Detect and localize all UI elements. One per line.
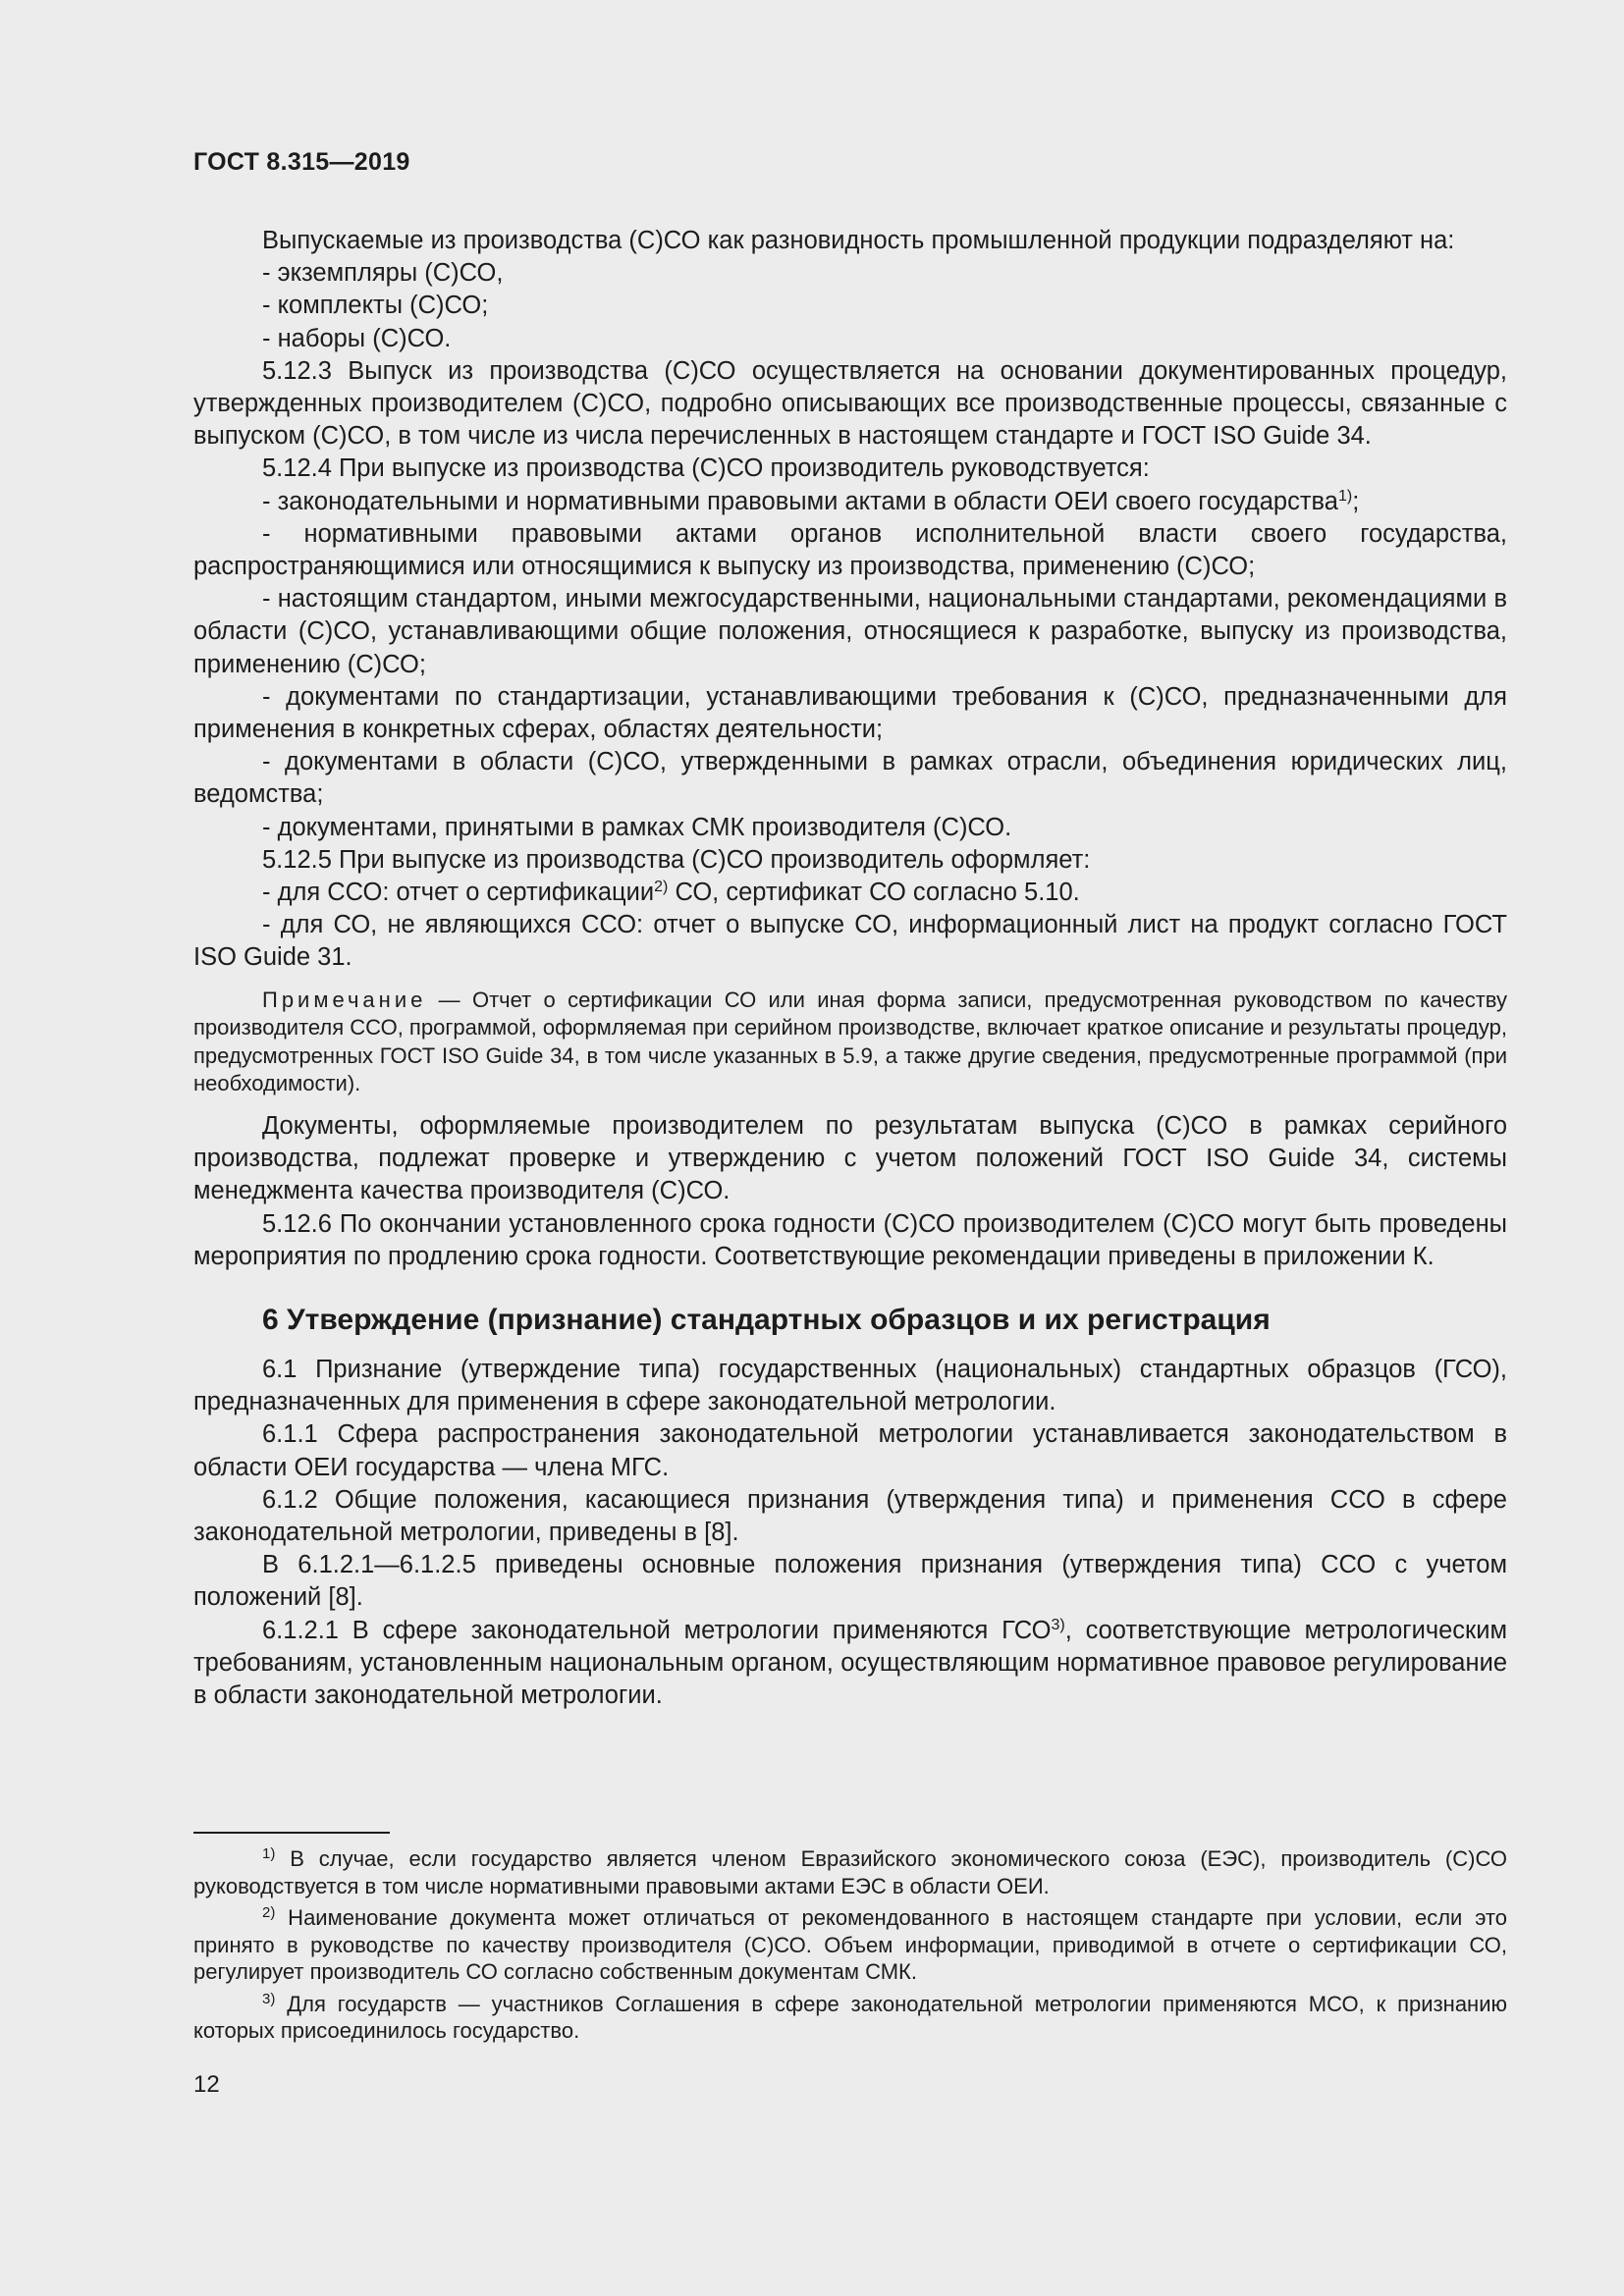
- list-item: - комплекты (С)СО;: [262, 292, 489, 320]
- section-heading: 6 Утверждение (признание) стандартных образцов и их регистрация: [262, 1304, 1271, 1337]
- page-number: 12: [193, 2071, 220, 2098]
- list-item: - для ССО: отчет о сертификации$^{2)}$ СО, сертификат СО согласно 5.10.: [262, 879, 1080, 907]
- list-item: - настоящим стандартом, иными межгосударственными, национальными стандартами, рекомендациями в области (С)СО, устанавливающими общие положения, относящиеся к разработке, выпуску из производства, применению (С)СО;: [193, 585, 1507, 678]
- footnote-ref: 1): [1337, 487, 1353, 505]
- footnote: $^{3)}$ Для государств — участников Соглашения в сфере законодательной метрологии применяются МСО, к признанию которых присоединилось государство.: [193, 1990, 1507, 2043]
- footnotes: [193, 1845, 1507, 2050]
- list-item: - документами, принятыми в рамках СМК производителя (С)СО.: [262, 813, 1012, 841]
- footnote: $^{2)}$ Наименование документа может отличаться от рекомендованного в настоящем стандарте при условии, если это принято в руководстве по качеству производителя (С)СО. Объем информации, приводимой в отчете о сертификации СО, регулирует производитель СО согласно собственным документам СМК.: [193, 1904, 1507, 1984]
- document-header: ГОСТ 8.315—2019: [193, 148, 410, 176]
- list-item: - для СО, не являющихся ССО: отчет о выпуске СО, информационный лист на продукт согласно ГОСТ ISO Guide 31.: [193, 911, 1507, 972]
- clause-5-12-5: 5.12.5 При выпуске из производства (С)СО производитель оформляет:: [262, 845, 1091, 874]
- clause-6-1-2: 6.1.2 Общие положения, касающиеся признания (утверждения типа) и применения ССО в сфере законодательной метрологии, приведены в [8].: [193, 1485, 1507, 1547]
- clause-6-1: 6.1 Признание (утверждение типа) государственных (национальных) стандартных образцов (ГСО), предназначенных для применения в сфере законодательной метрологии.: [193, 1356, 1507, 1416]
- list-item: - нормативными правовыми актами органов исполнительной власти своего государства, распространяющимися или относящимися к выпуску из производства, применению (С)СО;: [193, 519, 1507, 581]
- footnote-separator: [193, 1832, 390, 1834]
- clause-6-1-1: 6.1.1 Сфера распространения законодательной метрологии устанавливается законодательством в области ОЕИ государства — члена МГС.: [193, 1420, 1507, 1481]
- document-body: [193, 225, 1507, 1712]
- clause-5-12-3: 5.12.3 Выпуск из производства (С)СО осуществляется на основании документированных процедур, утвержденных производителем (С)СО, подробно описывающих все производственные процессы, связанные с выпуском (С)СО, в том числе из числа перечисленных в настоящем стандарте и ГОСТ ISO Guide 34.: [193, 356, 1507, 451]
- list-item: - экземпляры (С)СО,: [262, 259, 504, 288]
- clause-5-12-6: 5.12.6 По окончании установленного срока годности (С)СО производителем (С)СО могут быть проведены мероприятия по продлению срока годности. Соответствующие рекомендации приведены в приложении К.: [193, 1209, 1507, 1270]
- list-item: - законодательными и нормативными правовыми актами в области ОЕИ своего государства$^{1)}$;: [262, 487, 1360, 515]
- paragraph: Выпускаемые из производства (С)СО как разновидность промышленной продукции подразделяют на:: [262, 227, 1455, 254]
- footnote: $^{1)}$ В случае, если государство является членом Евразийского экономического союза (ЕЭС), производитель (С)СО руководствуется в том числе нормативными правовыми актами ЕЭС в области ОЕИ.: [193, 1845, 1507, 1898]
- list-item: - документами по стандартизации, устанавливающими требования к (С)СО, предназначенными для применения в конкретных сферах, областях деятельности;: [193, 682, 1507, 744]
- list-item: - документами в области (С)СО, утвержденными в рамках отрасли, объединения юридических лиц, ведомства;: [193, 748, 1507, 809]
- paragraph: В 6.1.2.1—6.1.2.5 приведены основные положения признания (утверждения типа) ССО с учетом положений [8].: [193, 1551, 1507, 1612]
- clause-5-12-4: 5.12.4 При выпуске из производства (С)СО производитель руководствуется:: [262, 454, 1150, 483]
- note-label: Примечание: [262, 987, 427, 1012]
- note: Примечание — Отчет о сертификации СО или иная форма записи, предусмотренная руководством по качеству производителя ССО, программой, оформляемая при серийном производстве, включает краткое описание и результаты процедур, предусмотренных ГОСТ ISO Guide 34, в том числе указанных в 5.9, а также другие сведения, предусмотренные программой (при необходимости).: [193, 987, 1507, 1096]
- list-item: - наборы (С)СО.: [262, 324, 452, 352]
- paragraph: Документы, оформляемые производителем по результатам выпуска (С)СО в рамках серийного производства, подлежат проверке и утверждению с учетом положений ГОСТ ISO Guide 34, системы менеджмента качества производителя (С)СО.: [193, 1112, 1507, 1205]
- footnote-ref: 2): [654, 879, 669, 896]
- clause-6-1-2-1: 6.1.2.1 В сфере законодательной метрологии применяются ГСО$^{3)}$, соответствующие метрологическим требованиям, установленным национальным органом, осуществляющим нормативное правовое регулирование в области законодательной метрологии.: [193, 1616, 1507, 1710]
- footnote-ref: 3): [1051, 1616, 1065, 1633]
